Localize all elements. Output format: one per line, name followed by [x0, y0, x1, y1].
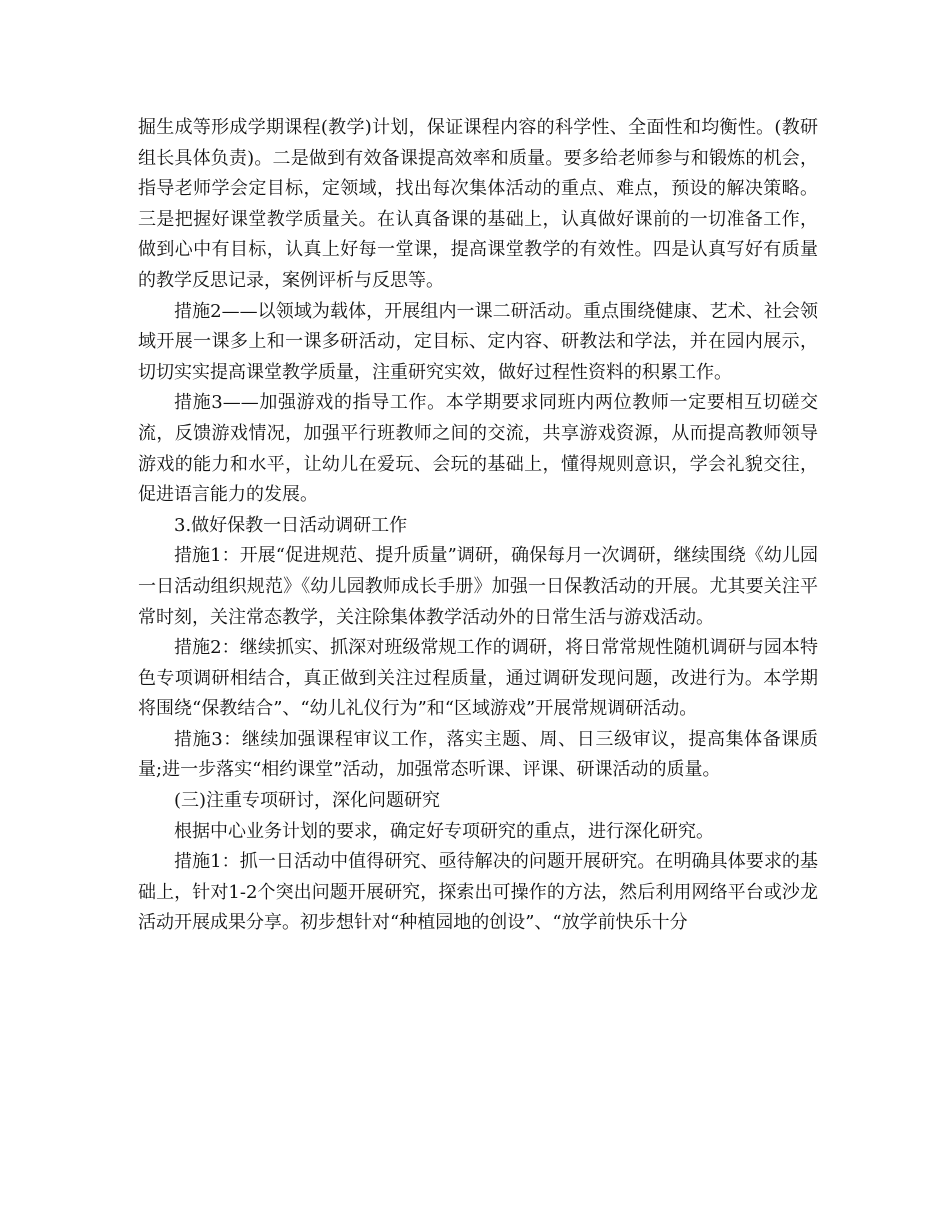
document-body: [138, 113, 818, 939]
section-heading-san: (三)注重专项研讨，深化问题研究: [174, 790, 441, 812]
section-heading-3: 3.做好保教一日活动调研工作: [174, 514, 408, 536]
paragraph-2: 措施2——以领域为载体，开展组内一课二研活动。重点围绕健康、艺术、社会领域开展一课多上和一课多研活动，定目标、定内容、研教法和学法，并在园内展示，切切实实提高课堂教学质量，注重研究实效，做好过程性资料的积累工作。: [138, 300, 818, 383]
paragraph-1: 掘生成等形成学期课程(教学)计划，保证课程内容的科学性、全面性和均衡性。(教研组长具体负责)。二是做到有效备课提高效率和质量。要多给老师参与和锻炼的机会，指导老师学会定目标，定领域，找出每次集体活动的重点、难点，预设的解决策略。三是把握好课堂教学质量关。在认真备课的基础上，认真做好课前的一切准备工作，做到心中有目标，认真上好每一堂课，提高课堂教学的有效性。四是认真写好有质量的教学反思记录，案例评析与反思等。: [138, 117, 818, 291]
paragraph-9: 根据中心业务计划的要求，确定好专项研究的重点，进行深化研究。: [174, 820, 714, 842]
paragraph-3: 措施3——加强游戏的指导工作。本学期要求同班内两位教师一定要相互切磋交流，反馈游戏情况，加强平行班教师之间的交流，共享游戏资源，从而提高教师领导游戏的能力和水平，让幼儿在爱玩、会玩的基础上，懂得规则意识，学会礼貌交往，促进语言能力的发展。: [138, 392, 818, 506]
paragraph-7: 措施3：继续加强课程审议工作，落实主题、周、日三级审议，提高集体备课质量;进一步落实“相约课堂”活动，加强常态听课、评课、研课活动的质量。: [138, 728, 818, 781]
paragraph-10: 措施1：抓一日活动中值得研究、亟待解决的问题开展研究。在明确具体要求的基础上，针对1-2个突出问题开展研究，探索出可操作的方法，然后利用网络平台或沙龙活动开展成果分享。初步想针对“种植园地的创设”、“放学前快乐十分: [138, 851, 818, 934]
paragraph-5: 措施1：开展“促进规范、提升质量”调研，确保每月一次调研，继续围绕《幼儿园一日活动组织规范》《幼儿园教师成长手册》加强一日保教活动的开展。尤其要关注平常时刻，关注常态教学，关注除集体教学活动外的日常生活与游戏活动。: [138, 545, 818, 628]
paragraph-6: 措施2：继续抓实、抓深对班级常规工作的调研，将日常常规性随机调研与园本特色专项调研相结合，真正做到关注过程质量，通过调研发现问题，改进行为。本学期将围绕“保教结合”、“幼儿礼仪行为”和“区域游戏”开展常规调研活动。: [138, 637, 818, 720]
